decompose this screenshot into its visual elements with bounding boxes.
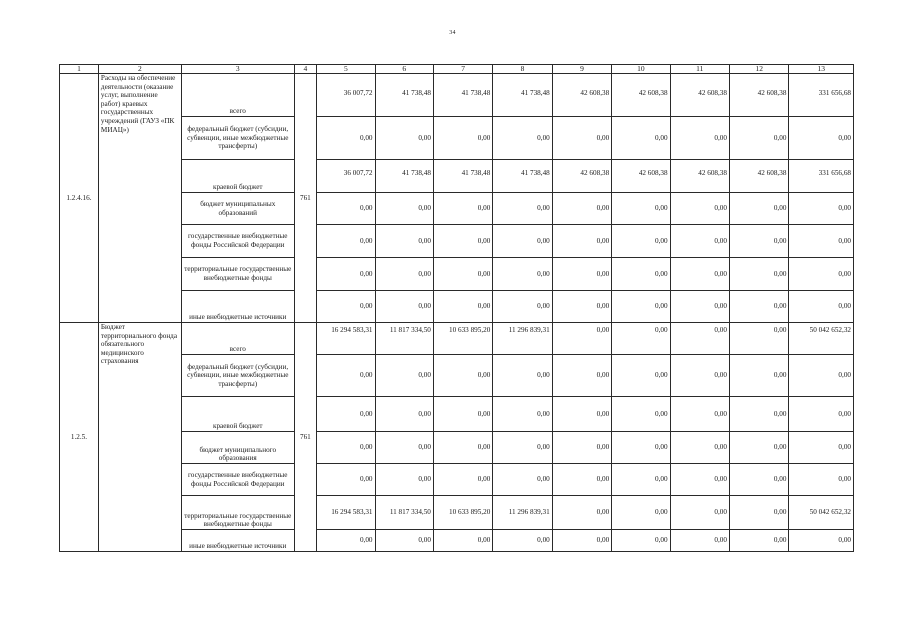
amount-cell: 0,00 <box>433 432 492 464</box>
amount-cell: 0,00 <box>493 355 552 397</box>
column-number: 4 <box>294 65 317 74</box>
amount-cell: 0,00 <box>552 117 611 160</box>
amount-cell: 0,00 <box>317 258 375 291</box>
funding-source: федеральный бюджет (субсидии, субвенции, иные межбюджетные трансферты) <box>181 355 294 397</box>
amount-cell: 42 608,38 <box>729 160 788 193</box>
amount-cell: 0,00 <box>612 193 670 225</box>
amount-cell: 0,00 <box>552 193 611 225</box>
item-name: Расходы на обеспечение деятельности (оказание услуг, выполнение работ) краевых государственных учреждений (ГАУЗ «ПК МИАЦ») <box>98 74 181 323</box>
amount-cell: 36 007,72 <box>317 160 375 193</box>
amount-cell: 0,00 <box>670 432 729 464</box>
funding-source: иные внебюджетные источники <box>181 291 294 323</box>
column-number: 3 <box>181 65 294 74</box>
amount-cell: 0,00 <box>729 530 788 552</box>
amount-cell: 0,00 <box>493 117 552 160</box>
column-number: 7 <box>433 65 492 74</box>
amount-cell: 0,00 <box>552 258 611 291</box>
funding-source: бюджет муниципальных образований <box>181 193 294 225</box>
amount-cell: 0,00 <box>612 496 670 530</box>
page-number: 34 <box>449 30 456 36</box>
amount-cell: 0,00 <box>552 323 611 355</box>
amount-cell: 16 294 583,31 <box>317 323 375 355</box>
column-number: 11 <box>670 65 729 74</box>
amount-cell: 10 633 895,20 <box>433 323 492 355</box>
amount-cell: 0,00 <box>317 530 375 552</box>
amount-cell: 0,00 <box>789 258 854 291</box>
funding-source: государственные внебюджетные фонды Российской Федерации <box>181 225 294 258</box>
amount-cell: 0,00 <box>552 291 611 323</box>
item-code: 1.2.5. <box>60 323 99 552</box>
column-number: 9 <box>552 65 611 74</box>
funding-source: краевой бюджет <box>181 160 294 193</box>
amount-cell: 0,00 <box>729 225 788 258</box>
amount-cell: 0,00 <box>433 464 492 496</box>
amount-cell: 0,00 <box>317 225 375 258</box>
column-number: 8 <box>493 65 552 74</box>
amount-cell: 0,00 <box>729 432 788 464</box>
amount-cell: 0,00 <box>789 291 854 323</box>
column-number: 5 <box>317 65 375 74</box>
amount-cell: 0,00 <box>670 530 729 552</box>
amount-cell: 0,00 <box>433 258 492 291</box>
item-name: Бюджет территориального фонда обязательного медицинского страхования <box>98 323 181 552</box>
amount-cell: 0,00 <box>375 432 433 464</box>
amount-cell: 0,00 <box>375 397 433 432</box>
amount-cell: 0,00 <box>789 530 854 552</box>
amount-cell: 42 608,38 <box>552 74 611 117</box>
amount-cell: 50 042 652,32 <box>789 323 854 355</box>
amount-cell: 42 608,38 <box>670 74 729 117</box>
amount-cell: 0,00 <box>433 117 492 160</box>
amount-cell: 0,00 <box>552 397 611 432</box>
amount-cell: 0,00 <box>612 117 670 160</box>
amount-cell: 11 817 334,50 <box>375 323 433 355</box>
amount-cell: 0,00 <box>375 530 433 552</box>
table-row <box>60 323 854 355</box>
amount-cell: 0,00 <box>317 397 375 432</box>
column-number: 13 <box>789 65 854 74</box>
amount-cell: 0,00 <box>612 291 670 323</box>
amount-cell: 41 738,48 <box>433 160 492 193</box>
amount-cell: 0,00 <box>493 225 552 258</box>
amount-cell: 0,00 <box>493 530 552 552</box>
column-number: 10 <box>612 65 670 74</box>
funding-source: краевой бюджет <box>181 397 294 432</box>
amount-cell: 0,00 <box>789 193 854 225</box>
amount-cell: 0,00 <box>552 225 611 258</box>
amount-cell: 0,00 <box>789 464 854 496</box>
amount-cell: 0,00 <box>670 464 729 496</box>
column-number: 2 <box>98 65 181 74</box>
amount-cell: 0,00 <box>375 193 433 225</box>
amount-cell: 0,00 <box>670 355 729 397</box>
amount-cell: 0,00 <box>729 496 788 530</box>
amount-cell: 0,00 <box>789 225 854 258</box>
budget-table <box>59 64 854 552</box>
amount-cell: 0,00 <box>493 432 552 464</box>
funding-source: всего <box>181 74 294 117</box>
amount-cell: 11 296 839,31 <box>493 496 552 530</box>
amount-cell: 42 608,38 <box>612 160 670 193</box>
amount-cell: 0,00 <box>493 397 552 432</box>
amount-cell: 0,00 <box>729 323 788 355</box>
amount-cell: 0,00 <box>789 432 854 464</box>
amount-cell: 0,00 <box>670 323 729 355</box>
amount-cell: 42 608,38 <box>729 74 788 117</box>
amount-cell: 0,00 <box>670 225 729 258</box>
amount-cell: 0,00 <box>552 432 611 464</box>
amount-cell: 0,00 <box>552 496 611 530</box>
amount-cell: 16 294 583,31 <box>317 496 375 530</box>
amount-cell: 0,00 <box>433 397 492 432</box>
column-number: 6 <box>375 65 433 74</box>
amount-cell: 0,00 <box>433 193 492 225</box>
grbs-code: 761 <box>294 74 317 323</box>
amount-cell: 331 656,68 <box>789 160 854 193</box>
amount-cell: 0,00 <box>493 291 552 323</box>
amount-cell: 0,00 <box>375 355 433 397</box>
amount-cell: 0,00 <box>789 397 854 432</box>
column-number: 12 <box>729 65 788 74</box>
amount-cell: 0,00 <box>612 323 670 355</box>
funding-source: федеральный бюджет (субсидии, субвенции, иные межбюджетные трансферты) <box>181 117 294 160</box>
amount-cell: 0,00 <box>670 291 729 323</box>
amount-cell: 0,00 <box>729 464 788 496</box>
amount-cell: 36 007,72 <box>317 74 375 117</box>
amount-cell: 0,00 <box>612 530 670 552</box>
amount-cell: 0,00 <box>433 530 492 552</box>
funding-source: территориальные государственные внебюджетные фонды <box>181 496 294 530</box>
amount-cell: 0,00 <box>493 258 552 291</box>
amount-cell: 0,00 <box>433 355 492 397</box>
amount-cell: 0,00 <box>317 291 375 323</box>
table-row <box>60 74 854 117</box>
amount-cell: 0,00 <box>612 258 670 291</box>
amount-cell: 0,00 <box>375 225 433 258</box>
amount-cell: 0,00 <box>317 355 375 397</box>
funding-source: территориальные государственные внебюджетные фонды <box>181 258 294 291</box>
amount-cell: 0,00 <box>375 117 433 160</box>
amount-cell: 41 738,48 <box>493 160 552 193</box>
amount-cell: 0,00 <box>552 464 611 496</box>
funding-source: иные внебюджетные источники <box>181 530 294 552</box>
amount-cell: 0,00 <box>670 117 729 160</box>
grbs-code: 761 <box>294 323 317 552</box>
amount-cell: 0,00 <box>317 432 375 464</box>
amount-cell: 10 633 895,20 <box>433 496 492 530</box>
amount-cell: 42 608,38 <box>552 160 611 193</box>
amount-cell: 0,00 <box>612 355 670 397</box>
amount-cell: 0,00 <box>493 464 552 496</box>
amount-cell: 0,00 <box>375 464 433 496</box>
amount-cell: 0,00 <box>612 432 670 464</box>
amount-cell: 0,00 <box>317 117 375 160</box>
amount-cell: 0,00 <box>612 464 670 496</box>
amount-cell: 0,00 <box>670 397 729 432</box>
amount-cell: 41 738,48 <box>375 160 433 193</box>
amount-cell: 0,00 <box>729 258 788 291</box>
amount-cell: 0,00 <box>729 355 788 397</box>
amount-cell: 0,00 <box>317 464 375 496</box>
amount-cell: 0,00 <box>789 355 854 397</box>
funding-source: всего <box>181 323 294 355</box>
item-code: 1.2.4.16. <box>60 74 99 323</box>
amount-cell: 0,00 <box>729 291 788 323</box>
amount-cell: 0,00 <box>729 397 788 432</box>
amount-cell: 0,00 <box>670 193 729 225</box>
amount-cell: 0,00 <box>493 193 552 225</box>
amount-cell: 41 738,48 <box>433 74 492 117</box>
amount-cell: 0,00 <box>433 291 492 323</box>
amount-cell: 0,00 <box>612 225 670 258</box>
amount-cell: 331 656,68 <box>789 74 854 117</box>
funding-source: государственные внебюджетные фонды Российской Федерации <box>181 464 294 496</box>
amount-cell: 0,00 <box>375 258 433 291</box>
amount-cell: 0,00 <box>670 496 729 530</box>
amount-cell: 42 608,38 <box>670 160 729 193</box>
column-number-row <box>60 65 854 74</box>
amount-cell: 41 738,48 <box>493 74 552 117</box>
column-number: 1 <box>60 65 99 74</box>
amount-cell: 0,00 <box>375 291 433 323</box>
amount-cell: 50 042 652,32 <box>789 496 854 530</box>
amount-cell: 42 608,38 <box>612 74 670 117</box>
amount-cell: 0,00 <box>729 193 788 225</box>
amount-cell: 0,00 <box>789 117 854 160</box>
amount-cell: 41 738,48 <box>375 74 433 117</box>
amount-cell: 0,00 <box>612 397 670 432</box>
funding-source: бюджет муниципального образования <box>181 432 294 464</box>
amount-cell: 0,00 <box>552 355 611 397</box>
amount-cell: 0,00 <box>433 225 492 258</box>
amount-cell: 11 296 839,31 <box>493 323 552 355</box>
amount-cell: 0,00 <box>729 117 788 160</box>
amount-cell: 0,00 <box>552 530 611 552</box>
amount-cell: 11 817 334,50 <box>375 496 433 530</box>
amount-cell: 0,00 <box>317 193 375 225</box>
amount-cell: 0,00 <box>670 258 729 291</box>
